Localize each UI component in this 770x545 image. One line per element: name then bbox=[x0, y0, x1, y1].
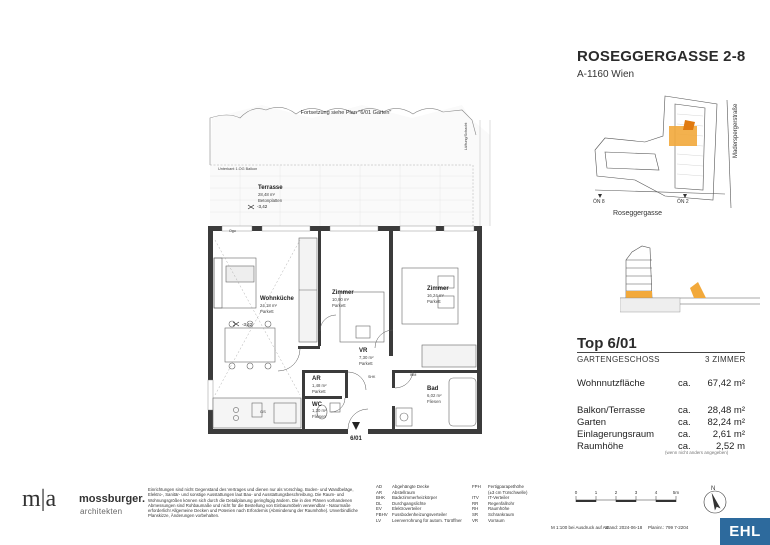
scale-tick: 3 bbox=[634, 490, 638, 495]
garden-right-note: Lüftung/Schacht bbox=[464, 122, 468, 150]
area-label: Garten bbox=[577, 417, 607, 428]
area-value: 82,24 m² bbox=[707, 417, 745, 428]
project-address: A-1160 Wien bbox=[577, 69, 635, 80]
scale-tick: 0 bbox=[574, 490, 578, 495]
abbr-row: EV Elektroverteiler bbox=[376, 506, 422, 512]
site-plan bbox=[585, 90, 755, 220]
room-floor: Parkett bbox=[427, 299, 441, 304]
room-floor: Parkett bbox=[312, 389, 326, 394]
windows bbox=[208, 226, 474, 410]
scale-tick: 4 bbox=[654, 490, 658, 495]
area-note: (wenn nicht anders angegeben) bbox=[665, 450, 729, 455]
room-name: VR bbox=[359, 348, 368, 354]
room-floor: Fliesen bbox=[312, 414, 326, 419]
room-name: AR bbox=[312, 376, 321, 382]
room-name: Bad bbox=[427, 386, 439, 392]
abbr-row: LV Leerverrohrung für autom. Türöffner bbox=[376, 517, 462, 523]
area-row bbox=[577, 378, 747, 391]
scale-tick: 2 bbox=[614, 490, 618, 495]
room-floor: Parkett bbox=[332, 303, 346, 308]
room-area: 24,18 m² bbox=[260, 303, 277, 308]
entrance-label-2: ÖN 2 bbox=[677, 199, 689, 205]
abbreviations-right bbox=[472, 484, 527, 523]
kitchen-tag: GS bbox=[260, 409, 266, 414]
room-area: 28,48 m² bbox=[258, 192, 275, 197]
logo-name: mossburger. bbox=[79, 493, 146, 505]
room-zimmer-1 bbox=[332, 290, 354, 308]
area-value: 28,48 m² bbox=[707, 405, 745, 416]
garden-side-note: Unterkant 1.OG Balkon bbox=[218, 167, 258, 171]
entrance-label-1: ÖN 8 bbox=[593, 199, 605, 205]
compass-icon bbox=[700, 484, 730, 516]
window-tag: Ogu bbox=[229, 229, 236, 233]
ehl-logo: EHL bbox=[720, 518, 770, 545]
area-ca: ca. bbox=[678, 378, 691, 389]
garden-note: Fortsetzung siehe Plan "6/01 Garten" bbox=[300, 110, 392, 116]
logo-mark: m|a bbox=[22, 486, 57, 512]
room-area: 7,30 m² bbox=[359, 355, 374, 360]
room-name: WC bbox=[312, 402, 322, 408]
abbr-row: VR Vorraum bbox=[472, 517, 505, 523]
entry-label: 6/01 bbox=[350, 436, 362, 442]
entry-marker bbox=[352, 422, 360, 430]
abbr-row: ITV IT-Verteiler bbox=[472, 495, 510, 501]
area-value: 2,52 m bbox=[715, 441, 745, 452]
room-level: -3,42 bbox=[242, 322, 253, 327]
room-vr bbox=[359, 348, 374, 366]
compass-north-label: N bbox=[711, 486, 716, 492]
scale-bar bbox=[570, 488, 690, 528]
room-floor: Fliesen bbox=[427, 399, 441, 404]
room-zimmer-2 bbox=[427, 286, 449, 304]
room-name: Zimmer bbox=[332, 290, 354, 296]
abbr-row: FBHV Fussbodenheizungsverteiler bbox=[376, 511, 447, 517]
street-side-label: Maderspergerstraße bbox=[733, 103, 739, 158]
abbr-row: RR Regenfallrohr bbox=[472, 500, 515, 506]
abbr-row: RH Raumhöhe bbox=[472, 506, 510, 512]
area-value: 67,42 m² bbox=[707, 378, 745, 389]
unit-title: Top 6/01 bbox=[577, 335, 637, 352]
area-ca: ca. bbox=[678, 405, 691, 416]
abbr-row: AD Abgehängte Decke bbox=[376, 484, 430, 489]
scale-tick: 5m bbox=[672, 490, 680, 495]
room-name: Zimmer bbox=[427, 286, 449, 292]
lines-of-sight bbox=[215, 240, 300, 395]
project-title: ROSEGGERGASSE 2-8 bbox=[577, 48, 746, 65]
street-bottom-label: Roseggergasse bbox=[613, 210, 663, 217]
room-wc bbox=[312, 402, 327, 419]
room-floor: Betonplatten bbox=[258, 198, 283, 203]
room-area: 10,90 m² bbox=[332, 297, 349, 302]
area-ca: ca. bbox=[678, 417, 691, 428]
abbr-row: FPH Fertigparapethöhe bbox=[472, 484, 524, 489]
abbr-row: BHK Badezimmerheizkörper bbox=[376, 495, 438, 501]
area-label: Wohnnutzfläche bbox=[577, 378, 645, 389]
room-name: Terrasse bbox=[258, 185, 283, 191]
room-bad bbox=[427, 386, 442, 404]
area-value: 2,61 m² bbox=[712, 429, 745, 440]
abbr-row: (±3 cm Türschwelle) bbox=[488, 489, 528, 495]
room-floor: Parkett bbox=[260, 309, 274, 314]
rooms-label: 3 ZIMMER bbox=[705, 355, 746, 364]
abbr-row: DL Durchgangslichte bbox=[376, 500, 426, 506]
vr-tag: SHK bbox=[368, 375, 376, 379]
room-floor: Parkett bbox=[359, 361, 373, 366]
shelf-tag: WM bbox=[410, 373, 417, 377]
logo-subtitle: architekten bbox=[80, 507, 123, 516]
date-stamp: Stand: 2024-06-18 bbox=[605, 525, 643, 530]
room-name: Wohnküche bbox=[260, 296, 294, 302]
room-level: -3,42 bbox=[257, 204, 268, 209]
abbreviations-left bbox=[376, 484, 462, 523]
room-area: 16,24 m² bbox=[427, 293, 444, 298]
area-ca: ca. bbox=[678, 429, 691, 440]
divider bbox=[577, 352, 745, 353]
disclaimer-text: Einrichtungen sind nicht Gegenstand des Vertrages und dienen nur als Vorschlag. Boden- und Wandbeläge, Elektro-, Sanitär- und sonstige Ausstattungen laut Bau- und Ausstattungsbeschreibung. Die Raum- und Wohnungsgrößen können sich durch die Detailplanung geringfügig ändern. Die in den Plänen vorhandenen Abmessungen sind Rohbaumaße und nicht für die Bestellung von Einbaumöbeln verwendbar - Naturmaße erforderlich! Allgemeine Decken und Potenien nach Erfordernis (Abminderung der Raumhöhe). Unverbindliche Planskizze, Änderungen vorbehalten. bbox=[148, 487, 358, 519]
plan-number: Planinr.: 799 7-2204 bbox=[648, 525, 689, 530]
abbr-row: AR Abstellraum bbox=[376, 489, 416, 495]
room-area: 6,02 m² bbox=[427, 393, 442, 398]
scale-note: M 1:100 bei Ausdruck auf A4 bbox=[551, 525, 609, 530]
scale-tick: 1 bbox=[594, 490, 598, 495]
abbr-row: SR Schrankraum bbox=[472, 511, 515, 517]
area-label: Balkon/Terrasse bbox=[577, 405, 646, 416]
area-label: Raumhöhe bbox=[577, 441, 624, 452]
area-ca: ca. bbox=[678, 441, 691, 452]
room-area: 1,48 m² bbox=[312, 383, 327, 388]
room-wohnkueche bbox=[242, 296, 295, 327]
room-area: 1,30 m² bbox=[312, 408, 327, 413]
room-ar bbox=[312, 376, 327, 394]
area-label: Einlagerungsraum bbox=[577, 429, 655, 440]
floor-label: GARTENGESCHOSS bbox=[577, 355, 660, 364]
section-elevation bbox=[620, 238, 760, 318]
